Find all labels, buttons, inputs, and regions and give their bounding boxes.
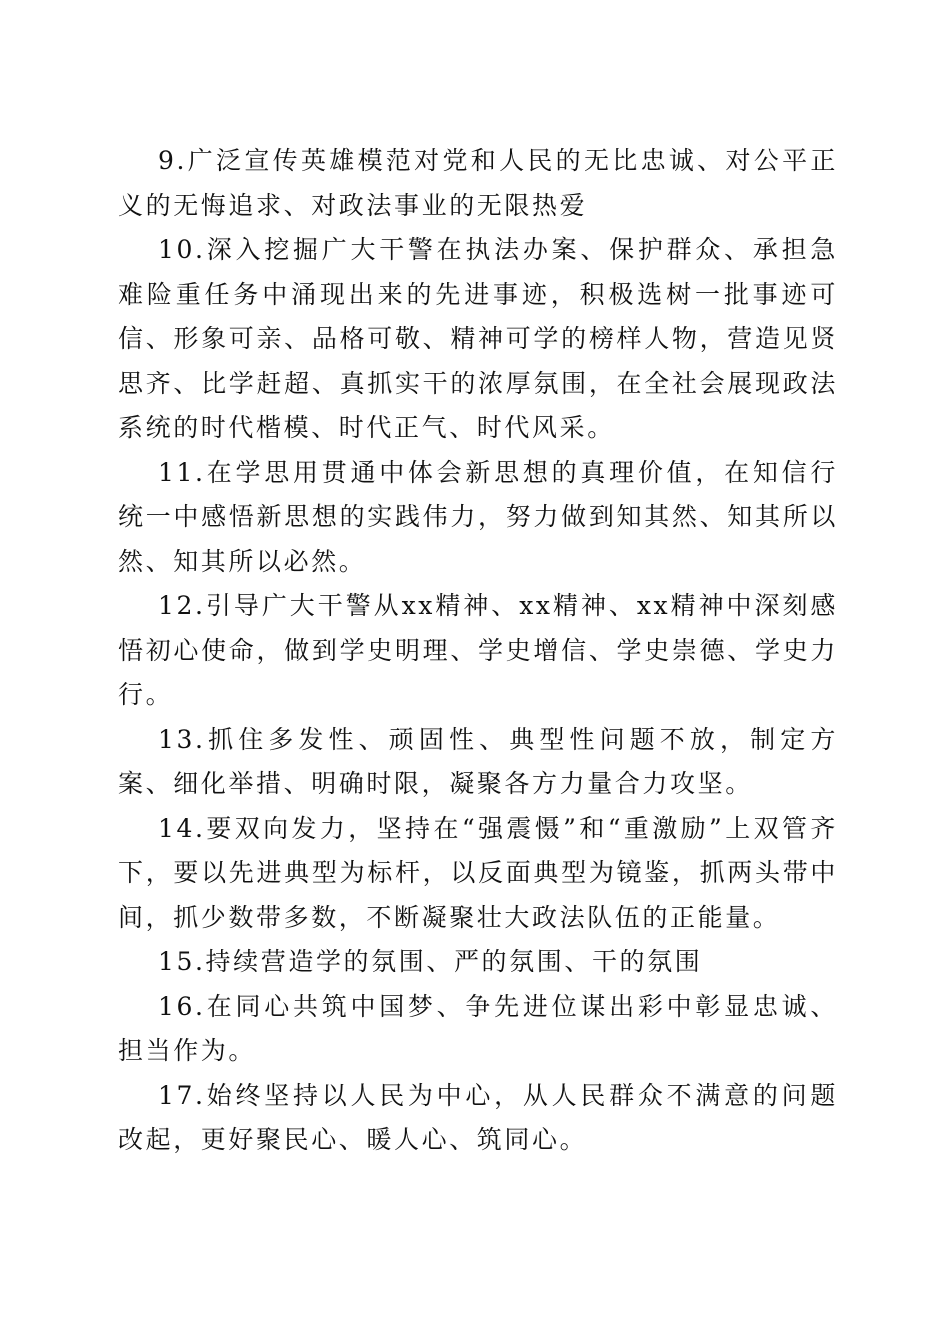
- paragraph-15: 15.持续营造学的氛围、严的氛围、干的氛围: [158, 947, 703, 976]
- paragraph-9: 9.广泛宣传英雄模范对党和人民的无比忠诚、对公平正义的无悔追求、对政法事业的无限热爱: [118, 146, 838, 220]
- document-page: [118, 139, 838, 1163]
- paragraph-16: 16.在同心共筑中国梦、争先进位谋出彩中彰显忠诚、担当作为。: [118, 991, 838, 1065]
- paragraph-11: 11.在学思用贯通中体会新思想的真理价值，在知信行统一中感悟新思想的实践伟力，努力做到知其然、知其所以然、知其所以必然。: [118, 457, 838, 576]
- paragraph-10: 10.深入挖掘广大干警在执法办案、保护群众、承担急难险重任务中涌现出来的先进事迹，积极选树一批事迹可信、形象可亲、品格可敬、精神可学的榜样人物，营造见贤思齐、比学赶超、真抓实干的浓厚氛围，在全社会展现政法系统的时代楷模、时代正气、时代风采。: [118, 235, 838, 442]
- paragraph-17: 17.始终坚持以人民为中心，从人民群众不满意的问题改起，更好聚民心、暖人心、筑同心。: [118, 1080, 838, 1154]
- paragraph-14: 14.要双向发力，坚持在“强震慑”和“重激励”上双管齐下，要以先进典型为标杆，以反面典型为镜鉴，抓两头带中间，抓少数带多数，不断凝聚壮大政法队伍的正能量。: [118, 813, 838, 932]
- paragraph-13: 13.抓住多发性、顽固性、典型性问题不放，制定方案、细化举措、明确时限，凝聚各方力量合力攻坚。: [118, 724, 838, 798]
- paragraph-12: 12.引导广大干警从xx精神、xx精神、xx精神中深刻感悟初心使命，做到学史明理、学史增信、学史崇德、学史力行。: [118, 591, 838, 709]
